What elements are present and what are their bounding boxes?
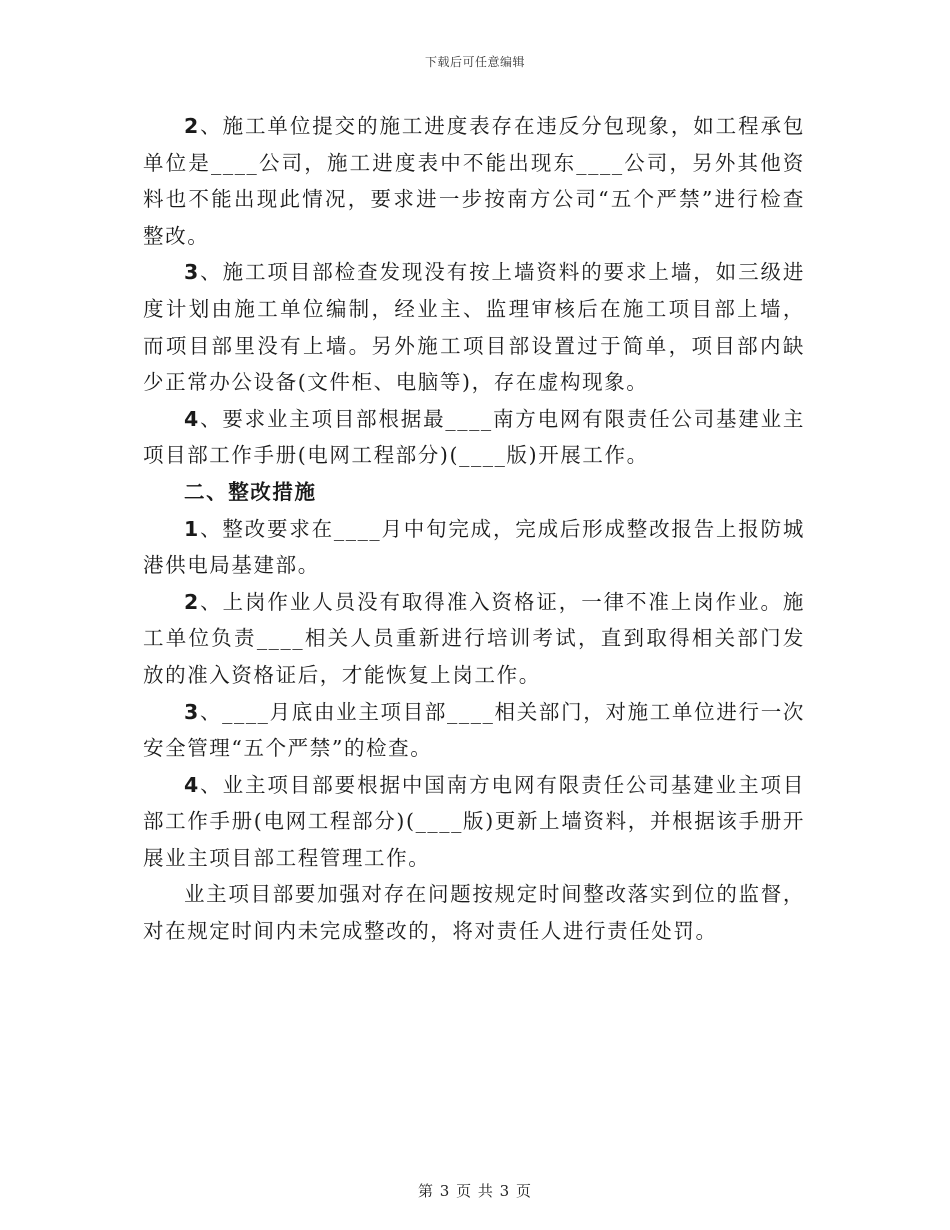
item-number: 4 <box>184 406 200 431</box>
item-text: 、施工单位提交的施工进度表存在违反分包现象，如工程承包单位是____公司，施工进度表中不能出现东____公司，另外其他资料也不能出现此情况，要求进一步按南方公司“五个严禁”进行检查整改。 <box>143 114 805 248</box>
paragraph-item-3 <box>143 254 805 400</box>
paragraph-item-2 <box>143 108 805 254</box>
item-text: 、要求业主项目部根据最____南方电网有限责任公司基建业主项目部工作手册(电网工程部分)(____版)开展工作。 <box>143 406 805 468</box>
item-text: 、业主项目部要根据中国南方电网有限责任公司基建业主项目部工作手册(电网工程部分)(____版)更新上墙资料，并根据该手册开展业主项目部工程管理工作。 <box>143 772 805 870</box>
item-text: 、上岗作业人员没有取得准入资格证，一律不准上岗作业。施工单位负责____相关人员重新进行培训考试，直到取得相关部门发放的准入资格证后，才能恢复上岗工作。 <box>143 589 805 687</box>
page-header-note: 下载后可任意编辑 <box>424 55 525 69</box>
item-number: 2 <box>184 589 200 614</box>
measure-item-1 <box>143 511 805 584</box>
item-number: 3 <box>184 260 200 285</box>
item-number: 3 <box>184 699 200 724</box>
section-title: 二、整改措施 <box>184 479 317 504</box>
document-body <box>143 108 805 950</box>
closing-paragraph: 业主项目部要加强对存在问题按规定时间整改落实到位的监督，对在规定时间内未完成整改的，将对责任人进行责任处罚。 <box>143 882 805 944</box>
item-text: 、施工项目部检查发现没有按上墙资料的要求上墙，如三级进度计划由施工单位编制，经业主、监理审核后在施工项目部上墙，而项目部里没有上墙。另外施工项目部设置过于简单，项目部内缺少正常办公设备(文件柜、电脑等)，存在虚构现象。 <box>143 260 805 395</box>
measure-item-3 <box>143 694 805 767</box>
measure-item-2 <box>143 584 805 694</box>
item-number: 4 <box>184 772 200 797</box>
measure-item-4 <box>143 767 805 877</box>
item-text: 、____月底由业主项目部____相关部门，对施工单位进行一次安全管理“五个严禁”的检查。 <box>143 699 805 761</box>
paragraph-item-4 <box>143 401 805 474</box>
item-text: 、整改要求在____月中旬完成，完成后形成整改报告上报防城港供电局基建部。 <box>143 516 805 578</box>
page-number: 第 3 页 共 3 页 <box>418 1182 532 1200</box>
item-number: 1 <box>184 516 200 541</box>
item-number: 2 <box>184 114 200 138</box>
